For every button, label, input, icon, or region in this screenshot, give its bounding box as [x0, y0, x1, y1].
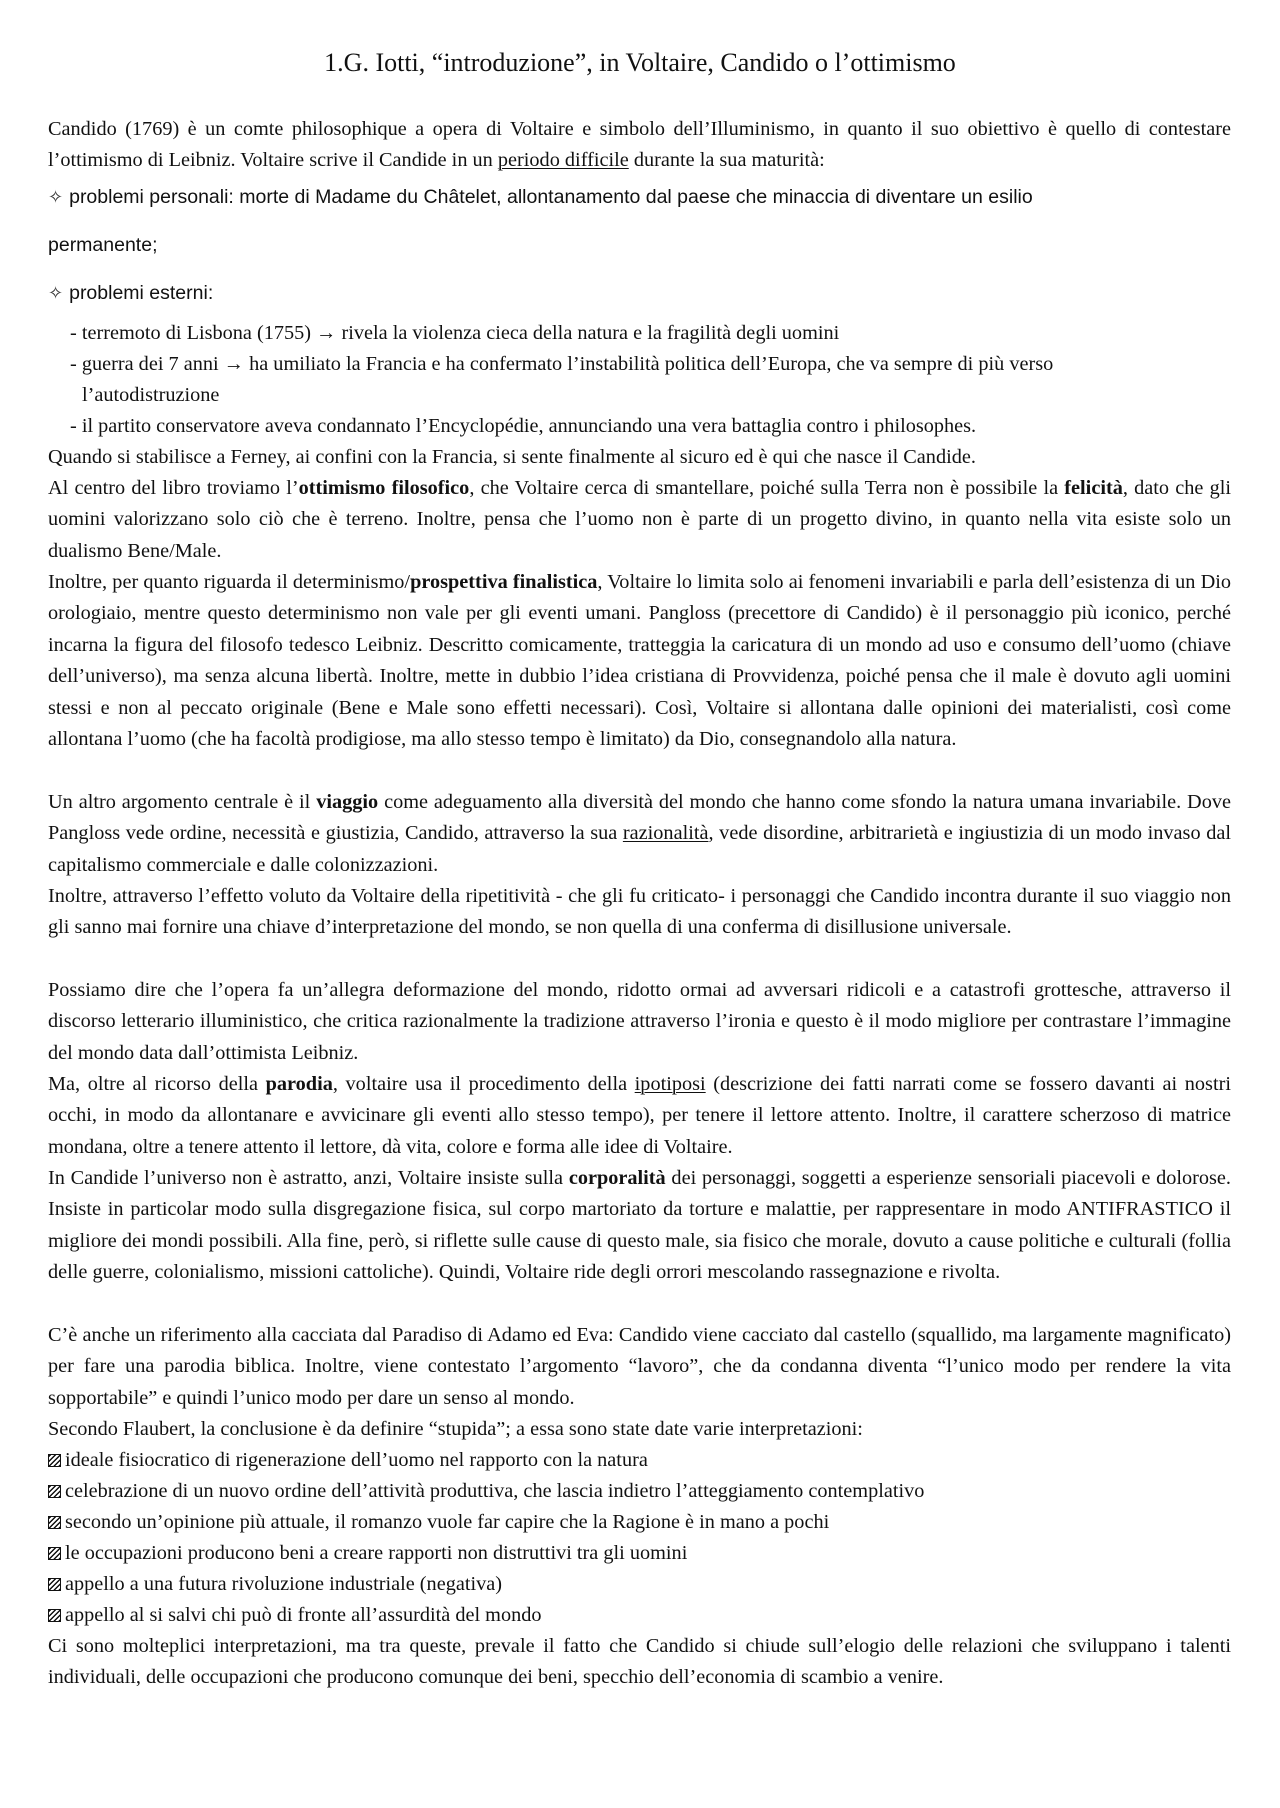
intro-text-2: durante la sua maturità:: [628, 149, 825, 172]
external-item-war: - guerra dei 7 anni → ha umiliato la Francia e ha confermato l’instabilità politica dell’Europa, che va sempre di più verso: [70, 353, 1054, 375]
interpretation-item: secondo un’opinione più attuale, il romanzo vuole far capire che la Ragione è in mano a pochi: [48, 1507, 1231, 1538]
paragraph-deformazione: Possiamo dire che l’opera fa un’allegra deformazione del mondo, ridotto ormai ad avversari ridicoli e a catastrofi grottesche, attraverso il discorso letterario illuministico, che critica razionalmente la tradizione attraverso l’ironia e questo è il modo migliore per contrastare l’immagine del mondo data dall’ottimista Leibniz.: [48, 979, 1231, 1064]
paragraph-finalistica: Inoltre, per quanto riguarda il determinismo/prospettiva finalistica, Voltaire lo limita solo ai fenomeni invariabili e parla dell’esistenza di un Dio orologiaio, mentre questo determinismo non vale per gli eventi umani. Pangloss (precettore di Candido) è il personaggio più iconico, perché incarna la figura del filosofo tedesco Leibniz. Descritto comicamente, tratteggia la caricatura di un mondo ad uso e consumo dell’uomo (chiave dell’universo), ma senza alcuna libertà. Inoltre, mette in dubbio l’idea cristiana di Provvidenza, poiché pensa che il male è dovuto agli uomini stessi e non al peccato originale (Bene e Male sono effetti necessari). Così, Voltaire si allontana dalle opinioni dei materialisti, così come allontana l’uomo (che ha facoltà prodigiose, ma allo stesso tempo è limitato) da Dio, consegnandolo alla natura.: [48, 571, 1232, 751]
bold-felicita: felicità: [1064, 477, 1123, 499]
paragraph-viaggio: Un altro argomento centrale è il viaggio come adeguamento alla diversità del mondo che hanno come sfondo la natura umana invariabile. Dove Pangloss vede ordine, necessità e giustizia, Candido, attraverso la sua razionalità, vede disordine, arbitrarietà e ingiustizia di un modo invaso dal capitalismo commerciale e dalle colonizzazioni.: [48, 791, 1231, 876]
paragraph-conclusion: Ci sono molteplici interpretazioni, ma tra queste, prevale il fatto che Candido si chiude sull’elogio delle relazioni che sviluppano i talenti individuali, delle occupazioni che producono comunque dei beni, specchio dell’economia di scambio a venire.: [48, 1635, 1231, 1689]
paragraph-parodia: Ma, oltre al ricorso della parodia, voltaire usa il procedimento della ipotiposi (descrizione dei fatti narrati come se fossero davanti ai nostri occhi, in modo da allontanare e avvicinare gli eventi allo stesso tempo), per tenere il lettore attento. Inoltre, il carattere scherzoso di matrice mondana, oltre a tenere attento il lettore, dà vita, colore e forma alle idee di Voltaire.: [48, 1073, 1231, 1158]
interpretation-item: celebrazione di un nuovo ordine dell’attività produttiva, che lascia indietro l’atteggiamento contemplativo: [48, 1476, 1231, 1507]
bullet-external-text: problemi esterni:: [69, 282, 214, 304]
bold-viaggio: viaggio: [316, 791, 379, 813]
interpretation-item: le occupazioni producono beni a creare rapporti non distruttivi tra gli uomini: [48, 1538, 1231, 1569]
bold-ottimismo-filosofico: ottimismo filosofico: [298, 477, 470, 499]
external-item-war-continued: l’autodistruzione: [82, 384, 220, 406]
paragraph-ottimismo: Al centro del libro troviamo l’ottimismo filosofico, che Voltaire cerca di smantellare, poiché sulla Terra non è possibile la felicità, dato che gli uomini valorizzano solo ciò che è terreno. Inoltre, pensa che l’uomo non è parte di un progetto divino, in quanto nella vita esiste solo un dualismo Bene/Male.: [48, 477, 1231, 562]
paragraph-ferney: Quando si stabilisce a Ferney, ai confini con la Francia, si sente finalmente al sicuro ed è qui che nasce il Candide.: [48, 446, 976, 468]
sparkle-bullet-icon: ✧: [48, 283, 64, 304]
hatched-checkbox-icon: [48, 1454, 61, 1467]
bold-parodia: parodia: [265, 1073, 333, 1095]
page-title: 1.G. Iotti, “introduzione”, in Voltaire, Candido o l’ottimismo: [324, 48, 956, 77]
bold-prospettiva-finalistica: prospettiva finalistica: [410, 571, 598, 593]
underlined-ipotiposi: ipotiposi: [634, 1073, 706, 1095]
intro-paragraph: [48, 114, 1231, 177]
interpretation-item: appello a una futura rivoluzione industriale (negativa): [48, 1569, 1231, 1600]
paragraph-corporalita: In Candide l’universo non è astratto, anzi, Voltaire insiste sulla corporalità dei personaggi, soggetti a esperienze sensoriali piacevoli e dolorose. Insiste in particolar modo sulla disgregazione fisica, sul corpo martoriato da torture e malattie, per rappresentare in modo ANTIFRASTICO il migliore dei mondi possibili. Alla fine, però, si riflette sulle cause di questo male, sia fisico che morale, dovuto a cause politiche e culturali (follia delle guerre, colonialismo, missioni cattoliche). Quindi, Voltaire ride degli orrori mescolando rassegnazione e rivolta.: [48, 1167, 1231, 1284]
bold-corporalita: corporalità: [568, 1167, 666, 1189]
external-item-earthquake: - terremoto di Lisbona (1755) → rivela la violenza cieca della natura e la fragilità degli uomini: [70, 322, 840, 344]
intro-text-1: Candido (1769) è un comte philosophique a opera di Voltaire e simbolo dell’Illuminismo, in quanto il suo obiettivo è quello di contestare l’ottimismo di Leibniz. Voltaire scrive il Candide in un: [48, 118, 1231, 172]
hatched-checkbox-icon: [48, 1547, 61, 1560]
bullet-personal-text: problemi personali: morte di Madame du Châtelet, allontanamento dal paese che minaccia di diventare un esilio: [69, 186, 1033, 208]
paragraph-ripetitivita: Inoltre, attraverso l’effetto voluto da Voltaire della ripetitività - che gli fu criticato- i personaggi che Candido incontra durante il suo viaggio non gli sanno mai fornire una chiave d’interpretazione del mondo, se non quella di una conferma di disillusione universale.: [48, 885, 1231, 939]
hatched-checkbox-icon: [48, 1578, 61, 1591]
hatched-checkbox-icon: [48, 1516, 61, 1529]
paragraph-paradiso: C’è anche un riferimento alla cacciata dal Paradiso di Adamo ed Eva: Candido viene cacciato dal castello (squallido, ma largamente magnificato) per fare una parodia biblica. Inoltre, viene contestato l’argomento “lavoro”, che da condanna diventa “l’unico modo per rendere la vita sopportabile” e quindi l’unico modo per dare un senso al mondo.: [48, 1324, 1231, 1409]
sparkle-bullet-icon: ✧: [48, 187, 64, 208]
underlined-razionalita: razionalità: [622, 822, 709, 845]
bullet-personal-line2: permanente;: [48, 234, 158, 256]
hatched-checkbox-icon: [48, 1609, 61, 1622]
external-item-party: - il partito conservatore aveva condannato l’Encyclopédie, annunciando una vera battaglia contro i philosophes.: [70, 415, 977, 437]
hatched-checkbox-icon: [48, 1485, 61, 1498]
bullet-external: [48, 282, 1231, 305]
paragraph-flaubert: Secondo Flaubert, la conclusione è da definire “stupida”; a essa sono state date varie interpretazioni:: [48, 1418, 863, 1440]
bullet-personal-line1: [48, 186, 1231, 209]
interpretation-item: appello al si salvi chi può di fronte all’assurdità del mondo: [48, 1600, 1231, 1631]
underlined-periodo-difficile: periodo difficile: [497, 149, 629, 172]
interpretation-item: ideale fisiocratico di rigenerazione dell’uomo nel rapporto con la natura: [48, 1445, 1231, 1476]
